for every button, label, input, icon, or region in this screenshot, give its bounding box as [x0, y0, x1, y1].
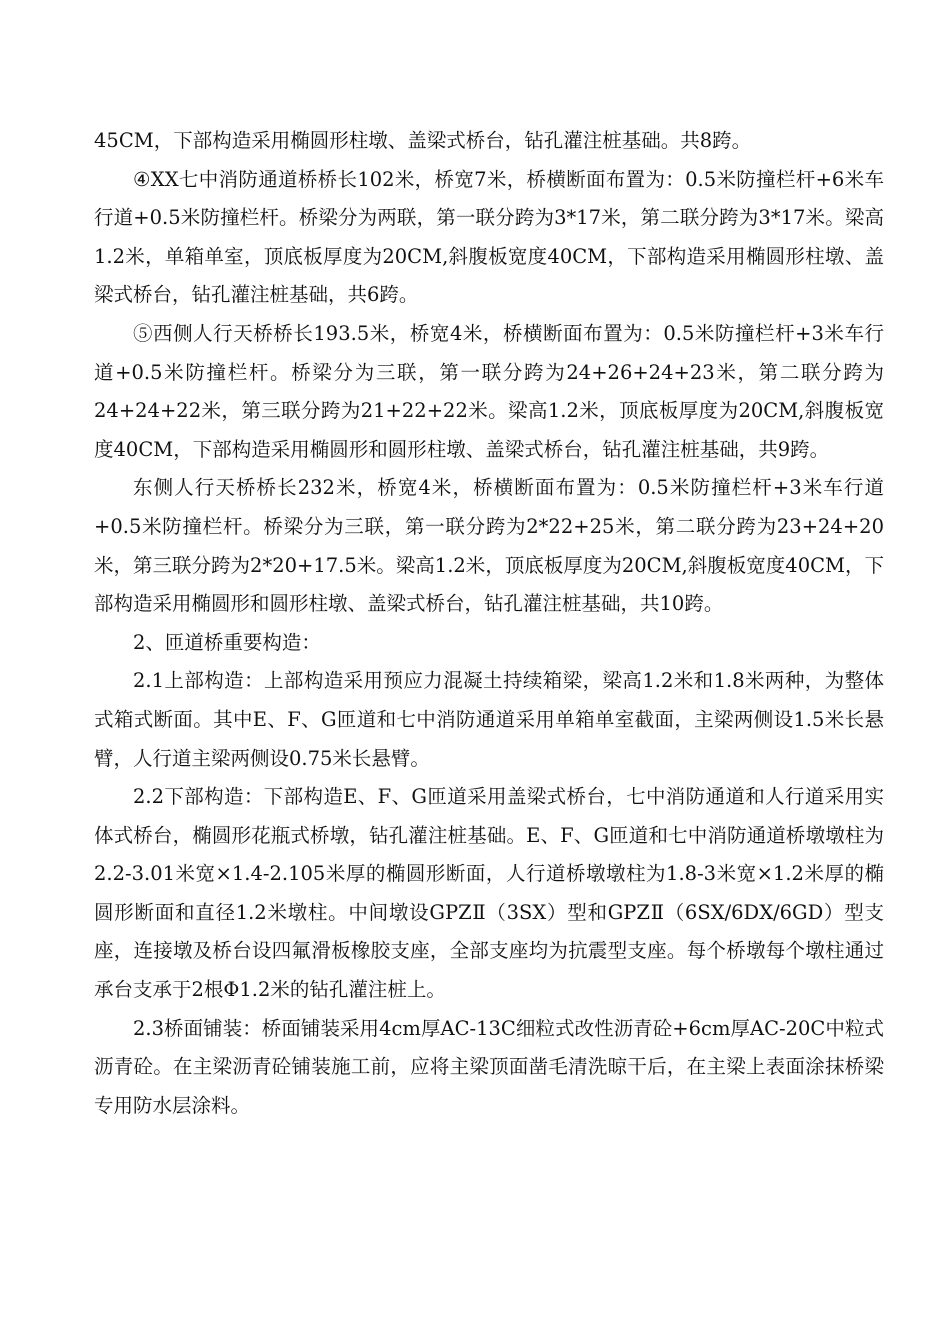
- paragraph-fire-lane-bridge: ④XX七中消防通道桥桥长102米，桥宽7米，桥横断面布置为：0.5米防撞栏杆+6米车行道+0.5米防撞栏杆。桥梁分为两联，第一联分跨为3*17米，第二联分跨为3*17米。梁高1.2米，单箱单室，顶底板厚度为20CM,斜腹板宽度40CM，下部构造采用椭圆形柱墩、盖梁式桥台，钻孔灌注桩基础，共6跨。: [94, 167, 884, 307]
- paragraph-deck-pavement: 2.3桥面铺装：桥面铺装采用4cm厚AC-13C细粒式改性沥青砼+6cm厚AC-20C中粒式沥青砼。在主梁沥青砼铺装施工前，应将主梁顶面凿毛清洗晾干后，在主梁上表面涂抹桥梁专用防水层涂料。: [94, 1016, 884, 1117]
- paragraph-substructure: 2.2下部构造：下部构造E、F、G匝道采用盖梁式桥台，七中消防通道和人行道采用实体式桥台，椭圆形花瓶式桥墩，钻孔灌注桩基础。E、F、G匝道和七中消防通道桥墩墩柱为2.2-3.01米宽×1.4-2.105米厚的椭圆形断面，人行道桥墩墩柱为1.8-3米宽×1.2米厚的椭圆形断面和直径1.2米墩柱。中间墩设GPZⅡ（3SX）型和GPZⅡ（6SX/6DX/6GD）型支座，连接墩及桥台设四氟滑板橡胶支座，全部支座均为抗震型支座。每个桥墩每个墩柱通过承台支承于2根Φ1.2米的钻孔灌注桩上。: [94, 785, 884, 1002]
- body-text: [94, 122, 884, 1125]
- section-heading-ramp-bridge: 2、匝道桥重要构造：: [133, 630, 321, 654]
- paragraph-east-footbridge: 东侧人行天桥桥长232米，桥宽4米，桥横断面布置为：0.5米防撞栏杆+3米车行道+0.5米防撞栏杆。桥梁分为三联，第一联分跨为2*22+25米，第二联分跨为23+24+20米，第三联分跨为2*20+17.5米。梁高1.2米，顶底板厚度为20CM,斜腹板宽度40CM，下部构造采用椭圆形和圆形柱墩、盖梁式桥台，钻孔灌注桩基础，共10跨。: [94, 476, 884, 616]
- paragraph-west-footbridge: ⑤西侧人行天桥桥长193.5米，桥宽4米，桥横断面布置为：0.5米防撞栏杆+3米车行道+0.5米防撞栏杆。桥梁分为三联，第一联分跨为24+26+24+23米，第二联分跨为24+24+22米，第三联分跨为21+22+22米。梁高1.2米，顶底板厚度为20CM,斜腹板宽度40CM，下部构造采用椭圆形和圆形柱墩、盖梁式桥台，钻孔灌注桩基础，共9跨。: [94, 321, 884, 461]
- paragraph-superstructure: 2.1上部构造：上部构造采用预应力混凝土持续箱梁，梁高1.2米和1.8米两种，为整体式箱式断面。其中E、F、G匝道和七中消防通道采用单箱单室截面，主梁两侧设1.5米长悬臂，人行道主梁两侧设0.75米长悬臂。: [94, 669, 884, 770]
- paragraph-span-continuation: 45CM，下部构造采用椭圆形柱墩、盖梁式桥台，钻孔灌注桩基础。共8跨。: [94, 129, 752, 152]
